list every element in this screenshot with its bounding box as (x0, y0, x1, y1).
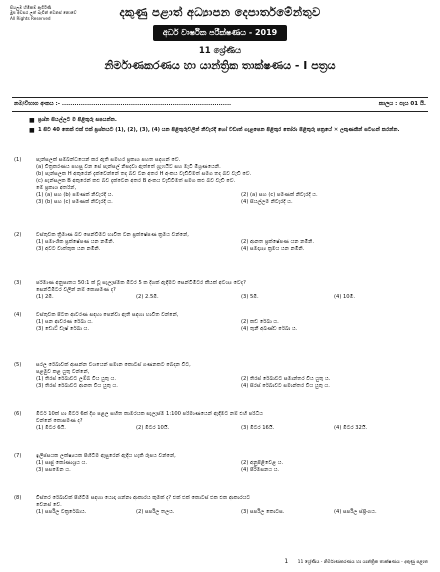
option-text: සර්පිල තලය. (145, 509, 175, 515)
answer-options (36, 326, 426, 333)
option-number: (1) (36, 376, 45, 382)
answer-option[interactable] (241, 246, 304, 253)
option-number: (1) (36, 239, 45, 245)
option-number: (3) (36, 246, 45, 252)
option-number: (2) (136, 509, 145, 515)
option-number: (2) (241, 319, 250, 325)
option-text: පසමෙන ය. (45, 467, 71, 473)
option-number: (4) (241, 246, 250, 252)
question-text: පළමුව කළ යුතු වන්නේ, (36, 369, 90, 375)
question-text: (c) පැන්සලක B අකුරෙන් කළු බව දැක්වෙන අතර B අංකය වැඩිවීමත් සමග කළු බව වැඩි වේ. (36, 178, 236, 184)
question-text: වස්තුවක පිටත ආවරණ සඳහා පෙන්වා ඇති සඳහා භාවිත වන්නේ, (36, 312, 179, 318)
answer-options (36, 294, 426, 301)
answer-option[interactable] (36, 199, 113, 206)
answer-option[interactable] (36, 326, 89, 333)
instruction-item (29, 117, 418, 124)
option-number: (4) (334, 294, 343, 300)
answer-option[interactable] (36, 509, 86, 516)
option-number: (2) (241, 460, 250, 466)
question-body (36, 312, 426, 333)
answer-option[interactable] (334, 509, 377, 516)
option-number: (1) (36, 294, 45, 300)
option-number: (1) (36, 425, 45, 431)
option-text: ඩොට් ඩෑෂ් රේඛා ය. (45, 326, 90, 332)
question-text: වස්තුවක ත්‍රිමාණ බව පෙන්වීමට භාවිත වන ප්‍රක්ෂේපණ ක්‍රමය වන්නේ, (36, 232, 189, 238)
option-number: (3) (241, 509, 250, 515)
question-text: සෙන්ටිමීටර වලින් නම් කොපමණ ද? (36, 287, 116, 293)
option-text: 2මී. (45, 294, 54, 300)
question-number: (4) (14, 312, 22, 318)
question-text: (b) පැන්සලක H අකුරෙන් දැක්වෙන්නේ තද බව වන අතර H අංකය වැඩිවීමත් සමග තද බව වැඩි වේ. (36, 171, 252, 177)
option-text: 5මී. (250, 294, 259, 300)
option-text: ආනත ප්‍රක්ෂේපණ යන නමිනි. (250, 239, 315, 245)
option-text: තුනී අඛණ්ඩ රේඛා ය. (250, 326, 298, 332)
option-number: (1) (36, 319, 45, 325)
question-text: මේ ප්‍රකාශ අතරින්, (36, 185, 77, 191)
option-text: මීටර 32යි. (343, 425, 368, 431)
option-number: (4) (241, 383, 250, 389)
answer-option[interactable] (241, 425, 274, 432)
answer-option[interactable] (36, 246, 100, 253)
instruction-text: 1 සිට 40 තෙක් එක් එක් ප්‍රශ්නයට (1), (2), (3), (4) යන පිළිතුරුවලින් නිවැරදි හෝ වඩාත් ගැළපෙන පිළිතුර තෝරා පිළිතුරු පත්‍රයේ ✕ ලකුණකින් සටහන් කරන්න. (38, 127, 400, 133)
option-text: ඝන ආවරණ රේඛා ය. (45, 319, 93, 325)
question-text: (a) චිත්‍රකරණය පහසු වන සේ පැන්සල් නිපදවා ඇත්තේ ග්‍රැෆයිට් සහ මැටි මිශ්‍රණයෙනි. (36, 164, 221, 170)
question-number: (8) (14, 495, 22, 501)
answer-option[interactable] (36, 319, 93, 326)
copyright-line: සියලුම හිමිකම් ඇවිරිණි (10, 5, 52, 10)
exam-title-banner: අර්ධ වාර්ෂික පරීක්ෂණය - 2019 (153, 25, 287, 41)
answer-option[interactable] (36, 467, 71, 474)
answer-option[interactable] (36, 294, 54, 301)
answer-option[interactable] (241, 239, 314, 246)
answer-option[interactable] (136, 294, 159, 301)
option-text: සර්පිල කොටස. (250, 509, 285, 515)
question-number: (5) (14, 362, 22, 368)
question-text: වෙනස් වේ. (36, 502, 62, 508)
copyright-line: මුළු අවසර ලත් බැවින් වෙනස් නොවේ (10, 10, 77, 16)
option-number: (4) (334, 509, 343, 515)
answer-options (36, 509, 426, 516)
question-number: (3) (14, 280, 22, 286)
question-text: වන්නේ කොපමණ ද? (36, 418, 83, 424)
answer-option[interactable] (36, 192, 113, 199)
option-text: මීටර 10යි. (145, 425, 170, 431)
option-number: (3) (36, 467, 45, 473)
option-text: සිරස් රේඛාවට සමාන්තර විය යුතු ය. (250, 383, 330, 389)
page-number: 1 (284, 558, 289, 565)
instruction-item (29, 127, 418, 134)
footer-label: 11 ශ්‍රේණිය - නිර්මාණකරණය හා යාන්ත්‍රික තාක්ෂණය - දකුණු පළාත (297, 560, 428, 565)
page-footer (284, 558, 428, 565)
question-text: විස්තර රේඛාවක් පිහිටීම සඳහා යොදා ගන්නා ආකාරය කුමක් ද? එක් එක් කොටස් එක එක ආකාරයට (36, 495, 251, 501)
option-number: (2) (136, 425, 145, 431)
option-text: 10මී. (343, 294, 355, 300)
option-text: සමදෘශ්‍ය ක්‍රමය යන නමිනි. (250, 246, 305, 252)
answer-option[interactable] (241, 199, 293, 206)
option-number: (2) (136, 294, 145, 300)
question-body (36, 232, 426, 253)
instruction-text: ප්‍රශ්න සියල්ලට ම පිළිතුරු සපයන්න. (38, 117, 117, 123)
option-text: පිරිමසනය ය. (250, 467, 280, 473)
answer-option[interactable] (136, 509, 175, 516)
option-text: මීටර 6යි. (45, 425, 66, 431)
answer-options (36, 239, 426, 246)
candidate-info-row (12, 97, 428, 112)
answer-option[interactable] (241, 460, 283, 467)
option-number: (4) (334, 425, 343, 431)
question-body (36, 411, 426, 432)
option-number: (1) (36, 460, 45, 466)
answer-option[interactable] (241, 192, 318, 199)
bullet-icon: ■ (29, 127, 35, 134)
option-text: අනුපිළිවෙළ ය. (250, 460, 284, 466)
answer-option[interactable] (241, 319, 279, 326)
option-number: (2) (241, 192, 250, 198)
question-number: (7) (14, 453, 22, 459)
answer-option[interactable] (334, 294, 355, 301)
answer-option[interactable] (36, 239, 114, 246)
answer-option[interactable] (136, 425, 169, 432)
option-text: තිරස් රේඛාවට ආනත විය යුතු ය. (45, 383, 118, 389)
option-number: (4) (241, 467, 250, 473)
option-text: මීටර 16යි. (250, 425, 275, 431)
question-body (36, 362, 426, 390)
answer-options (36, 376, 426, 383)
question-body (36, 453, 426, 474)
answer-option[interactable] (36, 383, 118, 390)
question-text: පැන්සලක් සම්බන්ධයෙන් කර ඇති සමහර ප්‍රකාශ පහත සඳහන් වේ. (36, 157, 181, 163)
answer-options (36, 425, 426, 432)
answer-option[interactable] (241, 467, 279, 474)
time-allowed: කාලය : පැය 01 යි. (378, 101, 426, 107)
question-text: පරිමාණ අනුපාතය 50:1 ක් වූ සැලැස්මක මීටර 5 ක දිගක් ඇඳීමට සෙන්ටිමීටර කීයක් අවශ්‍ය වේද? (36, 280, 246, 286)
question-text: ඉලිප්සයක ලක්ෂ්‍යයක පිහිටීම ඇසුරෙන් ඇඳිය හැකි රූපය වන්නේ, (36, 453, 176, 459)
option-number: (1) (36, 509, 45, 515)
question-body (36, 495, 426, 516)
option-number: (3) (241, 425, 250, 431)
option-number: (3) (36, 383, 45, 389)
question-text: මීටර් 10ක් හා මීටර් 6ක් දිග පළල සහිත කාමරයක සැලැස්ම 1:100 පරිමාණයෙන් ඇඳීමට නම් එහි පරිධිය (36, 411, 263, 417)
option-text: අවට වාත්තුක යන නමිනි. (45, 246, 101, 252)
option-number: (2) (241, 376, 250, 382)
option-number: (2) (241, 239, 250, 245)
answer-options (36, 383, 426, 390)
option-text: සියල්ලම නිවැරදි ය. (250, 199, 293, 205)
bullet-icon: ■ (29, 117, 35, 124)
question-body (36, 157, 426, 206)
answer-options (36, 192, 426, 199)
option-text: (b) සහ (c) පමණක් නිවැරදි ය. (45, 199, 113, 205)
department-title: දකුණු පළාත් අධ්‍යාපන දෙපාර්තමේන්තුව (119, 5, 321, 19)
answer-options (36, 467, 426, 474)
option-number: (3) (241, 294, 250, 300)
answer-options (36, 199, 426, 206)
option-number: (3) (36, 326, 45, 332)
question-number: (1) (14, 157, 22, 163)
option-text: සමාංශික ප්‍රක්ෂේපණ යන නමිනි. (45, 239, 115, 245)
option-text: (a) සහ (c) පමණක් නිවැරදි ය. (250, 192, 318, 198)
answer-options (36, 460, 426, 467)
answer-option[interactable] (36, 376, 116, 383)
option-text: තිරස් රේඛාවට ලම්බ විය යුතු ය. (45, 376, 117, 382)
question-number: (2) (14, 232, 22, 238)
answer-option[interactable] (241, 294, 259, 301)
answer-option[interactable] (241, 383, 330, 390)
answer-options (36, 319, 426, 326)
question-text: සරල රේඛාවක් ආසන්න වශයෙන් සමාන කොටස් ගණනකට බෙදන විට, (36, 362, 191, 368)
grade-label: 11 ශ්‍රේණිය (198, 46, 242, 56)
option-number: (4) (241, 326, 250, 332)
option-number: (4) (241, 199, 250, 205)
option-text: සර්පිල ස්ප්‍රිංගය. (343, 509, 377, 515)
answer-option[interactable] (334, 425, 367, 432)
copyright-line: All Rights Reserved (10, 15, 51, 21)
paper-header (0, 5, 440, 73)
answer-option[interactable] (36, 460, 87, 467)
name-index-field[interactable]: නම/විභාග අංකය :- ................................................................................. (14, 101, 232, 107)
option-number: (1) (36, 192, 45, 198)
answer-option[interactable] (241, 509, 285, 516)
option-text: සර්පිල වක්‍රරේඛාය. (45, 509, 87, 515)
question-body (36, 280, 426, 301)
option-text: කඩ රේඛා ය. (250, 319, 279, 325)
option-number: (3) (36, 199, 45, 205)
answer-options (36, 246, 426, 253)
option-text: තිරස් රේඛාවට සමාන්තර විය යුතු ය. (250, 376, 331, 382)
answer-option[interactable] (241, 376, 330, 383)
option-text: සෘජු කෝණාශ්‍රය ය. (45, 460, 88, 466)
option-text: 2.5මී. (145, 294, 159, 300)
option-text: (a) සහ (b) පමණක් නිවැරදි ය. (45, 192, 114, 198)
subject-title: නිර්මාණකරණය හා යාන්ත්‍රික තාක්ෂණය - I පත්‍රය (104, 59, 336, 72)
question-number: (6) (14, 411, 22, 417)
answer-option[interactable] (36, 425, 66, 432)
answer-option[interactable] (241, 326, 297, 333)
